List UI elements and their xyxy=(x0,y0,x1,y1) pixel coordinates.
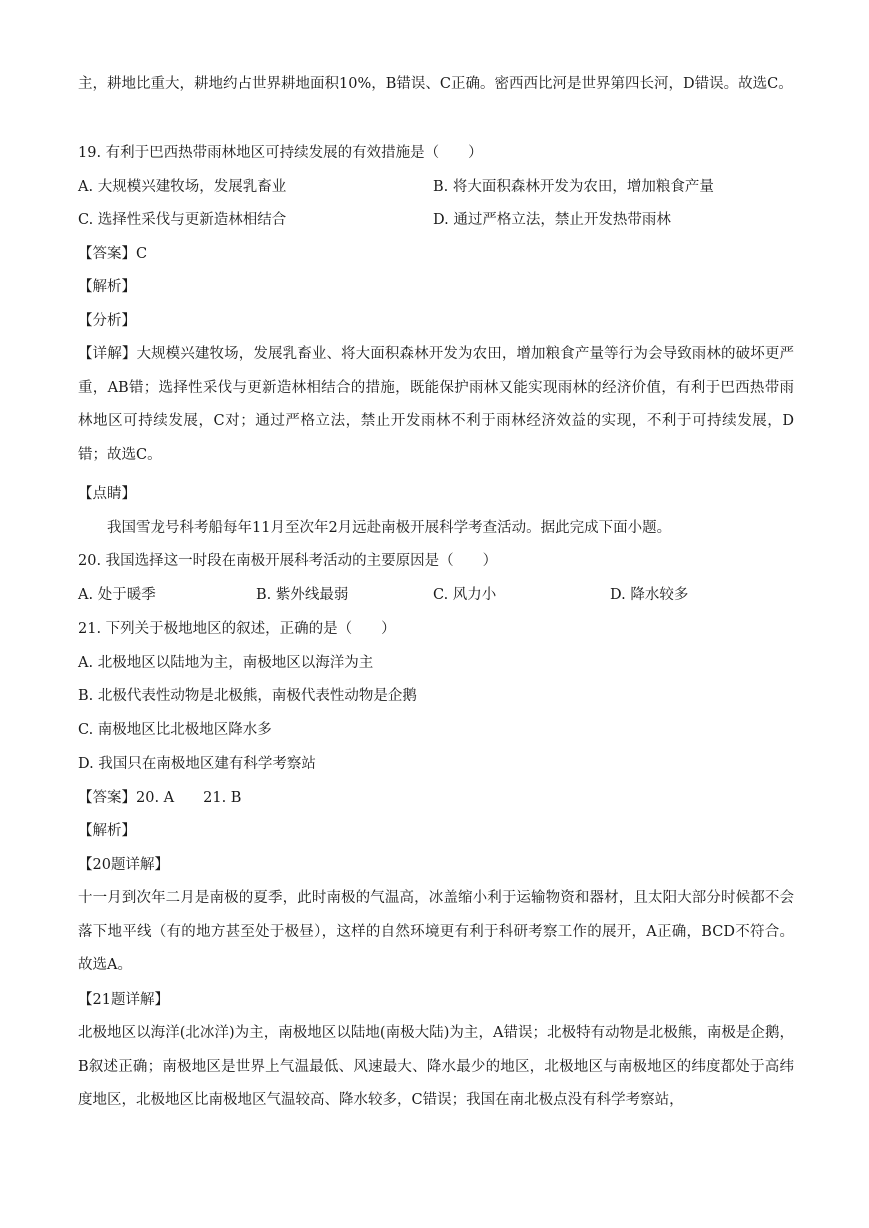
q19-option-c: C. 选择性采伐与更新造林相结合 xyxy=(78,212,287,228)
intro-continuation: 主，耕地比重大，耕地约占世界耕地面积10%，B错误、C正确。密西西比河是世界第四长河，D错误。故选C。 xyxy=(78,76,793,92)
answers-20-21: 【答案】20. A 21. B xyxy=(78,790,242,806)
q20-option-b: B. 紫外线最弱 xyxy=(256,587,349,603)
q19-detail: 【详解】大规模兴建牧场，发展乳畜业、将大面积森林开发为农田，增加粮食产量等行为会导致雨林的破坏更严重，AB错；选择性采伐与更新造林相结合的措施，既能保护雨林又能实现雨林的经济价值，有利于巴西热带雨林地区可持续发展，C对；通过严格立法，禁止开发雨林不利于雨林经济效益的实现，不利于可持续发展，D错；故选C。 xyxy=(78,346,794,463)
q20-detail: 十一月到次年二月是南极的夏季，此时南极的气温高，冰盖缩小利于运输物资和器材，且太阳大部分时候都不会落下地平线（有的地方甚至处于极昼），这样的自然环境更有利于科研考察工作的展开，A正确，BCD不符合。故选A。 xyxy=(78,890,794,973)
q19-fenxi-label: 【分析】 xyxy=(78,313,136,329)
q20-option-d: D. 降水较多 xyxy=(610,587,689,603)
q21-option-d: D. 我国只在南极地区建有科学考察站 xyxy=(78,756,316,772)
q20-option-a: A. 处于暖季 xyxy=(78,587,156,603)
q21-stem: 21. 下列关于极地地区的叙述，正确的是（ ） xyxy=(78,621,396,637)
q21-option-a: A. 北极地区以陆地为主，南极地区以海洋为主 xyxy=(78,655,374,671)
q19-analysis-label: 【解析】 xyxy=(78,279,136,295)
q21-detail-label: 【21题详解】 xyxy=(78,992,169,1008)
q19-option-d: D. 通过严格立法，禁止开发热带雨林 xyxy=(433,212,671,228)
q19-stem: 19. 有利于巴西热带雨林地区可持续发展的有效措施是（ ） xyxy=(78,145,483,161)
q21-option-b: B. 北极代表性动物是北极熊，南极代表性动物是企鹅 xyxy=(78,688,417,704)
q19-option-a: A. 大规模兴建牧场，发展乳畜业 xyxy=(78,179,287,195)
q19-answer: 【答案】C xyxy=(78,246,148,262)
passage: 我国雪龙号科考船每年11月至次年2月远赴南极开展科学考查活动。据此完成下面小题。 xyxy=(107,520,672,536)
q21-detail: 北极地区以海洋(北冰洋)为主，南极地区以陆地(南极大陆)为主，A错误；北极特有动物是北极熊，南极是企鹅，B叙述正确；南极地区是世界上气温最低、风速最大、降水最少的地区，北极地区与南极地区的纬度都处于高纬度地区，北极地区比南极地区气温较高、降水较多，C错误；我国在南北极点没有科学考察站， xyxy=(78,1025,794,1108)
analysis-label-2: 【解析】 xyxy=(78,823,136,839)
q21-option-c: C. 南极地区比北极地区降水多 xyxy=(78,722,272,738)
q19-option-b: B. 将大面积森林开发为农田，增加粮食产量 xyxy=(433,179,714,195)
q20-option-c: C. 风力小 xyxy=(433,587,497,603)
q19-dianjing-label: 【点睛】 xyxy=(78,486,136,502)
q20-detail-label: 【20题详解】 xyxy=(78,857,169,873)
q20-stem: 20. 我国选择这一时段在南极开展科考活动的主要原因是（ ） xyxy=(78,553,498,569)
